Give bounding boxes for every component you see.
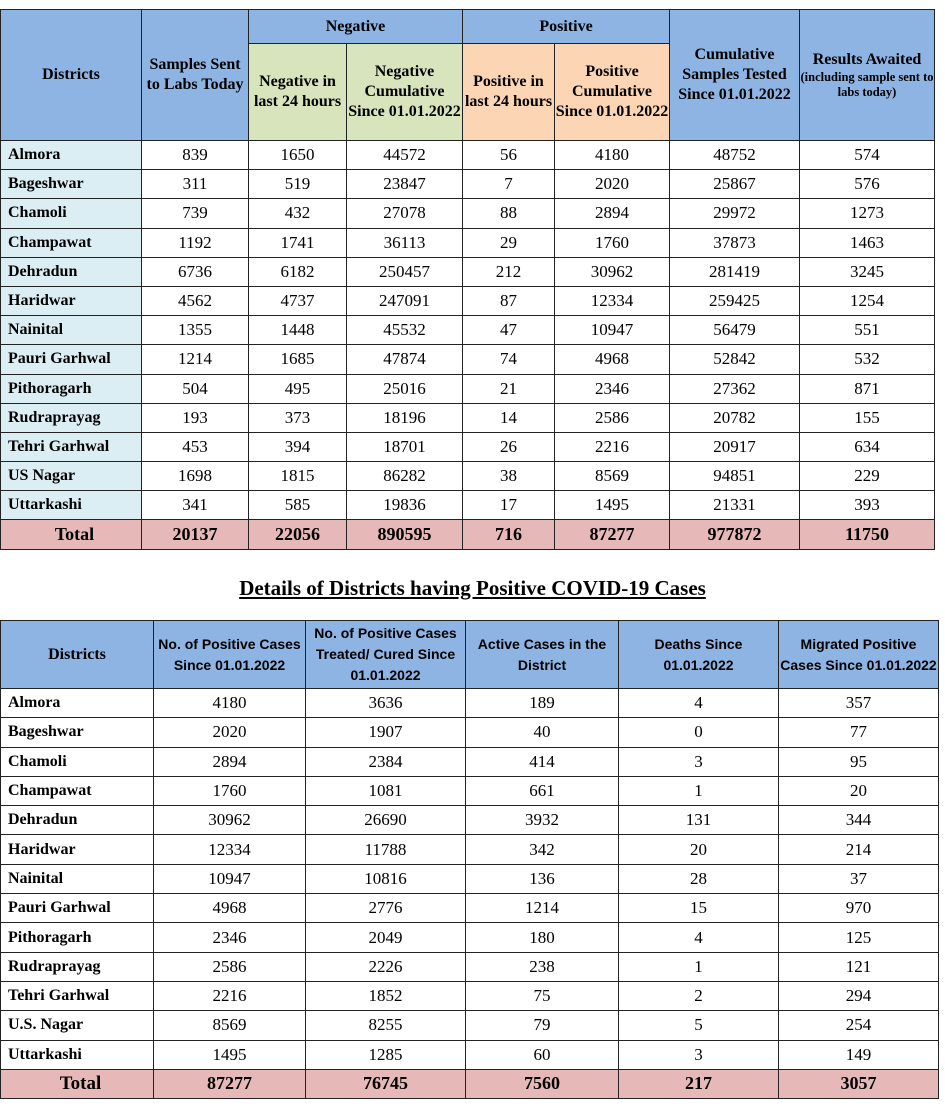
- total-cell: 890595: [347, 520, 463, 550]
- table-cell: 193: [142, 403, 249, 432]
- table-cell: 247091: [347, 286, 463, 315]
- table-cell: 8569: [555, 462, 670, 491]
- district-name: Nainital: [1, 316, 142, 345]
- total-label: Total: [1, 1069, 154, 1098]
- district-name: Nainital: [1, 864, 154, 893]
- table-cell: 2049: [306, 923, 466, 952]
- table-cell: 4: [619, 923, 779, 952]
- district-name: Uttarkashi: [1, 491, 142, 520]
- table-cell: 21331: [670, 491, 800, 520]
- table-cell: 5: [619, 1011, 779, 1040]
- total-cell: 716: [463, 520, 555, 550]
- table-cell: 180: [466, 923, 619, 952]
- table-cell: 259425: [670, 286, 800, 315]
- table-cell: 238: [466, 952, 619, 981]
- table-row: [1, 374, 935, 403]
- header-positive-group: Positive: [463, 10, 670, 44]
- table-cell: 18701: [347, 432, 463, 461]
- table-cell: 21: [463, 374, 555, 403]
- table-cell: 839: [142, 141, 249, 170]
- table-cell: 12334: [154, 835, 306, 864]
- table-cell: 311: [142, 170, 249, 199]
- header2-positive-since: No. of Positive Cases Since 01.01.2022: [154, 621, 306, 689]
- total-cell: 22056: [249, 520, 347, 550]
- table-row: [1, 894, 939, 923]
- table-cell: 294: [779, 981, 939, 1010]
- table-cell: 12334: [555, 286, 670, 315]
- table-cell: 25867: [670, 170, 800, 199]
- table-cell: 2894: [555, 199, 670, 228]
- results-awaited-note: (including sample sent to labs today): [800, 70, 934, 99]
- header-positive-cumulative: Positive Cumulative Since 01.01.2022: [555, 44, 670, 141]
- table-cell: 56: [463, 141, 555, 170]
- table-cell: 4180: [154, 689, 306, 718]
- table-cell: 212: [463, 257, 555, 286]
- results-awaited-label: Results Awaited: [812, 51, 922, 68]
- table-cell: 3: [619, 1040, 779, 1069]
- header-cumulative-tested: Cumulative Samples Tested Since 01.01.2022: [670, 10, 800, 141]
- table-cell: 495: [249, 374, 347, 403]
- table-row: [1, 835, 939, 864]
- table-row: [1, 718, 939, 747]
- table-cell: 1463: [800, 228, 935, 257]
- header-positive-24h: Positive in last 24 hours: [463, 44, 555, 141]
- table-cell: 48752: [670, 141, 800, 170]
- table-row: [1, 462, 935, 491]
- table-row: [1, 228, 935, 257]
- district-name: Champawat: [1, 228, 142, 257]
- table-cell: 40: [466, 718, 619, 747]
- table-row: [1, 981, 939, 1010]
- header-negative-group: Negative: [249, 10, 463, 44]
- table-row: [1, 1011, 939, 1040]
- total-cell: 11750: [800, 520, 935, 550]
- table-cell: 94851: [670, 462, 800, 491]
- positive-cases-table-body: [1, 689, 939, 1099]
- table-row: [1, 141, 935, 170]
- table-cell: 2: [619, 981, 779, 1010]
- table-cell: 28: [619, 864, 779, 893]
- table-cell: 37873: [670, 228, 800, 257]
- table-cell: 2894: [154, 747, 306, 776]
- table-cell: 75: [466, 981, 619, 1010]
- table-cell: 585: [249, 491, 347, 520]
- table-cell: 36113: [347, 228, 463, 257]
- table-cell: 3: [619, 747, 779, 776]
- table-cell: 27078: [347, 199, 463, 228]
- table-cell: 2020: [555, 170, 670, 199]
- table-cell: 1: [619, 952, 779, 981]
- total-row: [1, 1069, 939, 1098]
- table-cell: 26690: [306, 806, 466, 835]
- table-cell: 131: [619, 806, 779, 835]
- table-cell: 342: [466, 835, 619, 864]
- district-name: Champawat: [1, 776, 154, 805]
- table-cell: 1741: [249, 228, 347, 257]
- table-cell: 4737: [249, 286, 347, 315]
- table-cell: 38: [463, 462, 555, 491]
- table-cell: 3245: [800, 257, 935, 286]
- district-name: Haridwar: [1, 835, 154, 864]
- table-cell: 74: [463, 345, 555, 374]
- district-name: Pithoragarh: [1, 374, 142, 403]
- table-cell: 20: [619, 835, 779, 864]
- table-cell: 1698: [142, 462, 249, 491]
- table-cell: 2020: [154, 718, 306, 747]
- table-cell: 344: [779, 806, 939, 835]
- table-cell: 8255: [306, 1011, 466, 1040]
- header-negative-cumulative: Negative Cumulative Since 01.01.2022: [347, 44, 463, 141]
- table-cell: 4: [619, 689, 779, 718]
- table-cell: 576: [800, 170, 935, 199]
- header2-cured-since: No. of Positive Cases Treated/ Cured Since 01.01.2022: [306, 621, 466, 689]
- table-cell: 1254: [800, 286, 935, 315]
- table-cell: 250457: [347, 257, 463, 286]
- table-cell: 3636: [306, 689, 466, 718]
- table-cell: 8569: [154, 1011, 306, 1040]
- table-row: [1, 316, 935, 345]
- district-name: Uttarkashi: [1, 1040, 154, 1069]
- table-cell: 970: [779, 894, 939, 923]
- table-cell: 1760: [154, 776, 306, 805]
- table-cell: 26: [463, 432, 555, 461]
- table-cell: 6182: [249, 257, 347, 286]
- total-cell: 7560: [466, 1069, 619, 1098]
- table-cell: 44572: [347, 141, 463, 170]
- table-cell: 23847: [347, 170, 463, 199]
- district-name: Pauri Garhwal: [1, 894, 154, 923]
- total-cell: 3057: [779, 1069, 939, 1098]
- district-name: Almora: [1, 689, 154, 718]
- table-cell: 29: [463, 228, 555, 257]
- table-cell: 504: [142, 374, 249, 403]
- table-cell: 37: [779, 864, 939, 893]
- table-cell: 10816: [306, 864, 466, 893]
- table-cell: 1907: [306, 718, 466, 747]
- table-cell: 7: [463, 170, 555, 199]
- table-cell: 189: [466, 689, 619, 718]
- table-cell: 20782: [670, 403, 800, 432]
- table-cell: 18196: [347, 403, 463, 432]
- district-name: Chamoli: [1, 199, 142, 228]
- table-cell: 2384: [306, 747, 466, 776]
- table-cell: 14: [463, 403, 555, 432]
- table-cell: 19836: [347, 491, 463, 520]
- table-cell: 281419: [670, 257, 800, 286]
- district-name: Tehri Garhwal: [1, 981, 154, 1010]
- table-cell: 86282: [347, 462, 463, 491]
- table-row: [1, 747, 939, 776]
- table-cell: 394: [249, 432, 347, 461]
- table-cell: 95: [779, 747, 939, 776]
- table-cell: 20: [779, 776, 939, 805]
- district-name: Pauri Garhwal: [1, 345, 142, 374]
- total-cell: 977872: [670, 520, 800, 550]
- table-cell: 15: [619, 894, 779, 923]
- table-cell: 4180: [555, 141, 670, 170]
- district-name: Rudraprayag: [1, 403, 142, 432]
- table-cell: 1495: [154, 1040, 306, 1069]
- table-cell: 519: [249, 170, 347, 199]
- table-cell: 1650: [249, 141, 347, 170]
- header2-deaths: Deaths Since 01.01.2022: [619, 621, 779, 689]
- district-name: Haridwar: [1, 286, 142, 315]
- table-cell: 1192: [142, 228, 249, 257]
- positive-cases-table: [0, 620, 939, 1099]
- district-name: Dehradun: [1, 806, 154, 835]
- table-cell: 661: [466, 776, 619, 805]
- header2-migrated: Migrated Positive Cases Since 01.01.2022: [779, 621, 939, 689]
- table-row: [1, 199, 935, 228]
- table-cell: 341: [142, 491, 249, 520]
- table-cell: 453: [142, 432, 249, 461]
- table-cell: 1081: [306, 776, 466, 805]
- table-row: [1, 345, 935, 374]
- table-cell: 4968: [154, 894, 306, 923]
- total-cell: 87277: [555, 520, 670, 550]
- samples-table-body: [1, 141, 935, 550]
- header2-active-cases: Active Cases in the District: [466, 621, 619, 689]
- table-cell: 25016: [347, 374, 463, 403]
- table-cell: 1760: [555, 228, 670, 257]
- table-cell: 29972: [670, 199, 800, 228]
- table-cell: 214: [779, 835, 939, 864]
- district-name: Bageshwar: [1, 718, 154, 747]
- table-row: [1, 170, 935, 199]
- table-cell: 373: [249, 403, 347, 432]
- table-cell: 229: [800, 462, 935, 491]
- total-row: [1, 520, 935, 550]
- table-row: [1, 864, 939, 893]
- table-cell: 432: [249, 199, 347, 228]
- table-cell: 6736: [142, 257, 249, 286]
- table-cell: 739: [142, 199, 249, 228]
- table-cell: 60: [466, 1040, 619, 1069]
- district-name: Dehradun: [1, 257, 142, 286]
- table-cell: 30962: [154, 806, 306, 835]
- table-cell: 47874: [347, 345, 463, 374]
- table-row: [1, 491, 935, 520]
- table-row: [1, 923, 939, 952]
- table-cell: 125: [779, 923, 939, 952]
- table-cell: 10947: [555, 316, 670, 345]
- table-cell: 30962: [555, 257, 670, 286]
- table-row: [1, 403, 935, 432]
- table-row: [1, 257, 935, 286]
- table-cell: 27362: [670, 374, 800, 403]
- section-subtitle: Details of Districts having Positive COVID-19 Cases: [239, 576, 706, 600]
- table-cell: 47: [463, 316, 555, 345]
- table-cell: 1448: [249, 316, 347, 345]
- table-cell: 87: [463, 286, 555, 315]
- header-samples-sent: Samples Sent to Labs Today: [142, 10, 249, 141]
- table-cell: 2216: [555, 432, 670, 461]
- table-cell: 56479: [670, 316, 800, 345]
- table-row: [1, 286, 935, 315]
- table-cell: 393: [800, 491, 935, 520]
- table-cell: 2586: [154, 952, 306, 981]
- table-row: [1, 689, 939, 718]
- table-cell: 2346: [154, 923, 306, 952]
- total-cell: 217: [619, 1069, 779, 1098]
- district-name: US Nagar: [1, 462, 142, 491]
- table-row: [1, 1040, 939, 1069]
- table-cell: 3932: [466, 806, 619, 835]
- table-cell: 4562: [142, 286, 249, 315]
- table-cell: 1214: [142, 345, 249, 374]
- table-cell: 574: [800, 141, 935, 170]
- header-results-awaited: [800, 10, 935, 141]
- table-cell: 1355: [142, 316, 249, 345]
- table-cell: 155: [800, 403, 935, 432]
- table-row: [1, 806, 939, 835]
- table-cell: 10947: [154, 864, 306, 893]
- total-cell: 20137: [142, 520, 249, 550]
- table-cell: 77: [779, 718, 939, 747]
- table-cell: 1685: [249, 345, 347, 374]
- table-cell: 121: [779, 952, 939, 981]
- table-cell: 871: [800, 374, 935, 403]
- district-name: U.S. Nagar: [1, 1011, 154, 1040]
- table-cell: 4968: [555, 345, 670, 374]
- total-cell: 76745: [306, 1069, 466, 1098]
- table-cell: 2216: [154, 981, 306, 1010]
- table-row: [1, 432, 935, 461]
- district-name: Tehri Garhwal: [1, 432, 142, 461]
- table-cell: 254: [779, 1011, 939, 1040]
- district-name: Bageshwar: [1, 170, 142, 199]
- table-cell: 1815: [249, 462, 347, 491]
- table-cell: 634: [800, 432, 935, 461]
- table-cell: 414: [466, 747, 619, 776]
- table-cell: 1852: [306, 981, 466, 1010]
- table-cell: 11788: [306, 835, 466, 864]
- district-name: Almora: [1, 141, 142, 170]
- district-name: Chamoli: [1, 747, 154, 776]
- table-cell: 357: [779, 689, 939, 718]
- table-cell: 2226: [306, 952, 466, 981]
- header2-districts: Districts: [1, 621, 154, 689]
- table-cell: 532: [800, 345, 935, 374]
- table-cell: 149: [779, 1040, 939, 1069]
- table-cell: 136: [466, 864, 619, 893]
- table-cell: 2776: [306, 894, 466, 923]
- table-cell: 1214: [466, 894, 619, 923]
- table-cell: 0: [619, 718, 779, 747]
- table-cell: 1273: [800, 199, 935, 228]
- district-name: Pithoragarh: [1, 923, 154, 952]
- table-cell: 551: [800, 316, 935, 345]
- table-cell: 45532: [347, 316, 463, 345]
- table-row: [1, 776, 939, 805]
- total-label: Total: [1, 520, 142, 550]
- header-districts: Districts: [1, 10, 142, 141]
- table-cell: 52842: [670, 345, 800, 374]
- table-cell: 1285: [306, 1040, 466, 1069]
- total-cell: 87277: [154, 1069, 306, 1098]
- table-cell: 1: [619, 776, 779, 805]
- table-cell: 79: [466, 1011, 619, 1040]
- table-row: [1, 952, 939, 981]
- table-cell: 17: [463, 491, 555, 520]
- district-name: Rudraprayag: [1, 952, 154, 981]
- table-cell: 2586: [555, 403, 670, 432]
- samples-table: [0, 9, 935, 550]
- table-cell: 2346: [555, 374, 670, 403]
- table-cell: 88: [463, 199, 555, 228]
- table-cell: 20917: [670, 432, 800, 461]
- table-cell: 1495: [555, 491, 670, 520]
- header-negative-24h: Negative in last 24 hours: [249, 44, 347, 141]
